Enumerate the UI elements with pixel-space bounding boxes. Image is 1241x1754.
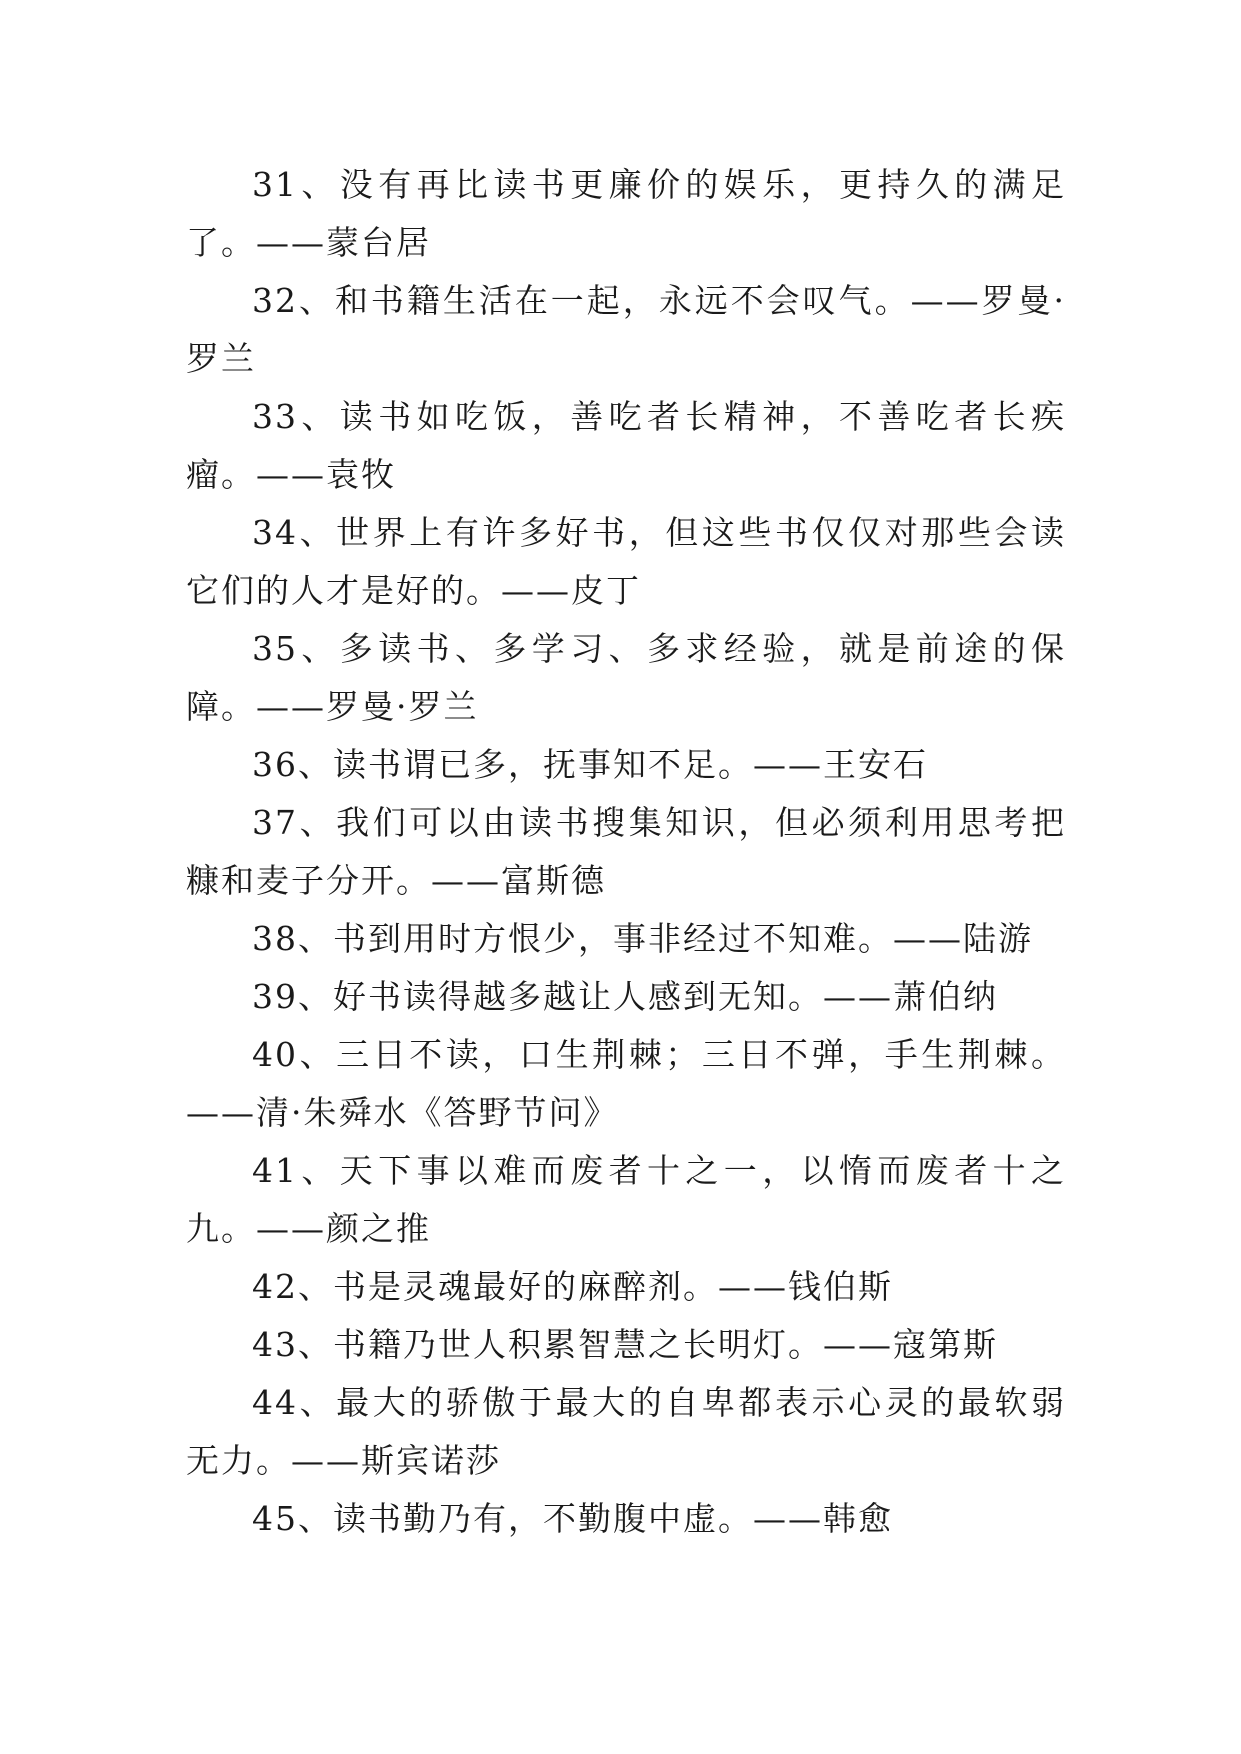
quote-41: 41、天下事以难而废者十之一，以惰而废者十之九。——颜之推 xyxy=(186,1151,1066,1248)
quote-35: 35、多读书、多学习、多求经验，就是前途的保障。——罗曼·罗兰 xyxy=(186,629,1066,726)
quote-36: 36、读书谓已多，抚事知不足。——王安石 xyxy=(252,745,928,784)
quote-42: 42、书是灵魂最好的麻醉剂。——钱伯斯 xyxy=(252,1267,893,1306)
quote-37: 37、我们可以由读书搜集知识，但必须利用思考把糠和麦子分开。——富斯德 xyxy=(186,803,1066,900)
quote-40: 40、三日不读，口生荆棘；三日不弹，手生荆棘。——清·朱舜水《答野节问》 xyxy=(186,1035,1066,1132)
quote-34: 34、世界上有许多好书，但这些书仅仅对那些会读它们的人才是好的。——皮丁 xyxy=(186,513,1066,610)
quote-31: 31、没有再比读书更廉价的娱乐，更持久的满足了。——蒙台居 xyxy=(186,165,1066,262)
quote-list xyxy=(186,156,1066,1548)
quote-32: 32、和书籍生活在一起，永远不会叹气。——罗曼·罗兰 xyxy=(186,281,1066,378)
quote-38: 38、书到用时方恨少，事非经过不知难。——陆游 xyxy=(252,919,1033,958)
quote-44: 44、最大的骄傲于最大的自卑都表示心灵的最软弱无力。——斯宾诺莎 xyxy=(186,1383,1066,1480)
quote-43: 43、书籍乃世人积累智慧之长明灯。——寇第斯 xyxy=(252,1325,998,1364)
quote-45: 45、读书勤乃有，不勤腹中虚。——韩愈 xyxy=(252,1499,893,1538)
quote-33: 33、读书如吃饭，善吃者长精神，不善吃者长疾瘤。——袁牧 xyxy=(186,397,1066,494)
quote-39: 39、好书读得越多越让人感到无知。——萧伯纳 xyxy=(252,977,998,1016)
